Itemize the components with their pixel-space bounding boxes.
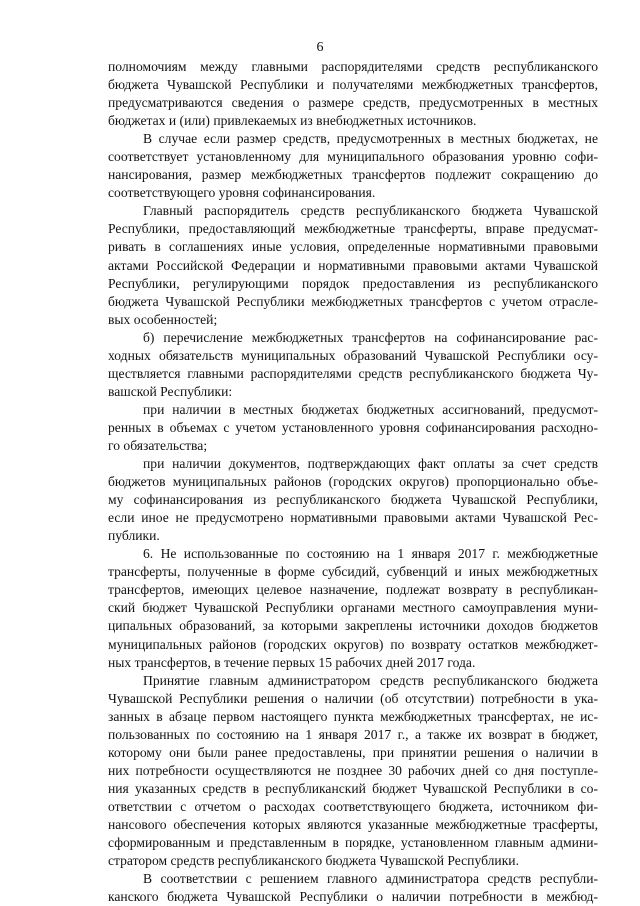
text-line: них потребности осуществляются не позднее 30 рабочих дней со дня поступле- — [108, 762, 598, 778]
text-line: пользованных по состоянию на 1 января 2017 г., а также их возврат в бюджет, — [108, 726, 598, 742]
paragraph-first-line: б) перечисление межбюджетных трансфертов на софинансирование рас- — [143, 329, 598, 345]
text-line: занных в абзаце первом настоящего пункта межбюджетных трансфертах, не ис- — [108, 708, 598, 724]
text-line: которому они были ранее предоставлены, при принятии решения о наличии в — [108, 744, 598, 760]
text-line: вых особенностей; — [108, 311, 218, 327]
text-line: актами Российской Федерации и нормативными правовыми актами Чувашской — [108, 257, 598, 273]
text-line: муниципальных районов (городских округов) по возврату остатков межбюджет- — [108, 636, 598, 652]
text-line: Республики, регулирующими порядок предоставления из республиканского — [108, 275, 598, 291]
text-line: предусматриваются сведения о размере средств, предусмотренных в местных — [108, 95, 598, 111]
text-line: бюджетах и (или) привлекаемых из внебюджетных источников. — [108, 113, 477, 129]
text-line: Чувашской Республики решения о наличии (об отсутствии) потребности в ука- — [108, 690, 598, 706]
text-line: стратором средств республиканского бюджета Чувашской Республики. — [108, 853, 519, 869]
paragraph-first-line: В случае если размер средств, предусмотренных в местных бюджетах, не — [143, 131, 598, 147]
text-line: соответствующего уровня софинансирования. — [108, 185, 376, 201]
text-line: сформированным и представленным в порядке, установленном главным админи- — [108, 835, 598, 851]
text-line: публики. — [108, 528, 160, 544]
text-line: ния указанных средств в республиканский бюджет Чувашской Республики в со- — [108, 780, 598, 796]
paragraph-first-line: Главный распорядитель средств республиканского бюджета Чувашской — [143, 203, 598, 219]
paragraph-first-line: 6. Не использованные по состоянию на 1 января 2017 г. межбюджетные — [143, 546, 598, 562]
text-line: ных трансфертов, в течение первых 15 рабочих дней 2017 года. — [108, 654, 476, 670]
text-line: Республики, предоставляющий межбюджетные трансферты, вправе предусмат- — [108, 221, 598, 237]
paragraph-first-line: Принятие главным администратором средств республиканского бюджета — [143, 672, 598, 688]
text-line: нансирования, размер межбюджетных трансфертов подлежит сокращению до — [108, 167, 598, 183]
text-line: го обязательства; — [108, 437, 208, 453]
text-line: если иное не предусмотрено нормативными правовыми актами Чувашской Рес- — [108, 510, 598, 526]
text-line: му софинансирования из республиканского бюджета Чувашской Республики, — [108, 492, 598, 508]
text-line: ривать в соглашениях иные условия, определенные нормативными правовыми — [108, 239, 598, 255]
text-line: ществляется главными распорядителями средств республиканского бюджета Чу- — [108, 365, 598, 381]
text-line: нансового обеспечения которых являются указанные межбюджетные трасферты, — [108, 816, 598, 832]
text-line: соответствует установленному для муниципального образования уровню софи- — [108, 149, 598, 165]
text-line: полномочиям между главными распорядителями средств республиканского — [108, 59, 598, 74]
text-line: ответствии с отчетом о расходах соответствующего бюджета, источником фи- — [108, 798, 598, 814]
paragraph-first-line: при наличии документов, подтверждающих факт оплаты за счет средств — [143, 456, 598, 472]
text-line: трансферты, полученные в форме субсидий, субвенций и иных межбюджетных — [108, 564, 598, 580]
text-line: ходных обязательств муниципальных образований Чувашской Республики осу- — [108, 347, 598, 363]
page-number: 6 — [316, 40, 324, 55]
text-line: вашской Республики: — [108, 383, 233, 399]
paragraph-first-line: В соответствии с решением главного администратора средств республи- — [143, 871, 598, 887]
text-line: ский бюджет Чувашской Республики органами местного самоуправления муни- — [108, 600, 598, 616]
paragraph-first-line: при наличии в местных бюджетах бюджетных ассигнований, предусмот- — [143, 401, 598, 417]
text-line: ципальных образований, за которыми закреплены источники доходов бюджетов — [108, 618, 598, 634]
text-line: бюджетов муниципальных районов (городских округов) пропорционально объе- — [108, 474, 598, 490]
text-line: бюджета Чувашской Республики и получателями межбюджетных трансфертов, — [108, 77, 598, 93]
text-line: трансфертов, имеющих целевое назначение, подлежат возврату в республикан- — [108, 582, 598, 598]
text-line: ренных в объемах с учетом установленного уровня софинансирования расходно- — [108, 419, 598, 435]
body-text — [108, 58, 598, 906]
text-line: бюджета Чувашской Республики межбюджетных трансфертов с учетом отрасле- — [108, 293, 598, 309]
text-line: канского бюджета Чувашской Республики о наличии потребности в межбюд- — [108, 889, 598, 905]
